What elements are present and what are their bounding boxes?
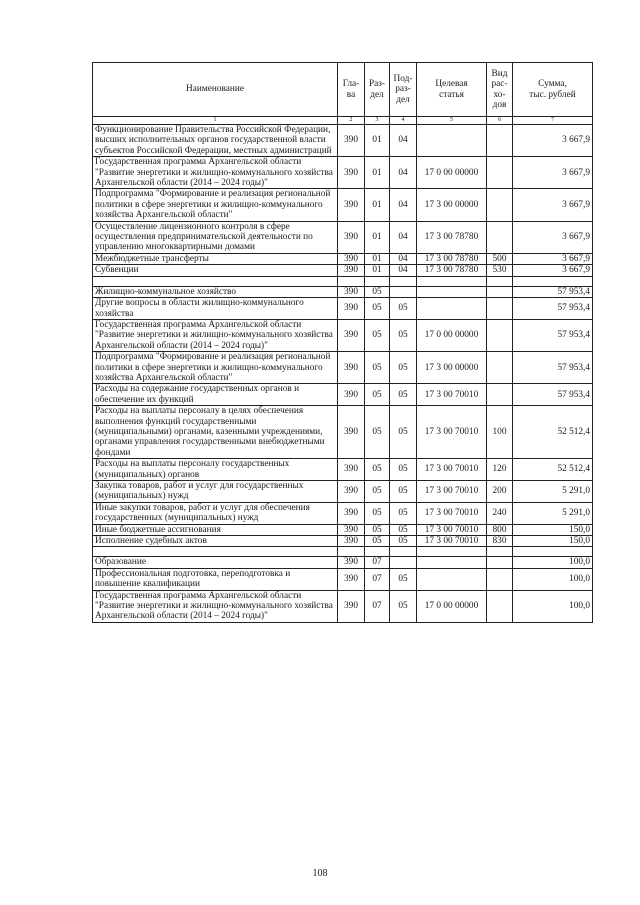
cell-name: Субвенции <box>93 265 338 276</box>
cell-chapter: 390 <box>338 125 365 157</box>
spacer-cell <box>417 276 487 286</box>
cell-subsection: 05 <box>390 298 417 320</box>
cell-target <box>417 568 487 590</box>
cell-chapter: 390 <box>338 590 365 622</box>
cell-sum: 150,0 <box>513 536 593 547</box>
cell-subsection: 04 <box>390 157 417 189</box>
cell-target <box>417 557 487 568</box>
header-type: Вид рас- хо- дов <box>487 63 513 117</box>
cell-name: Закупка товаров, работ и услуг для государственных (муниципальных) нужд <box>93 481 338 503</box>
cell-type: 530 <box>487 265 513 276</box>
cell-subsection: 05 <box>390 459 417 481</box>
cell-subsection: 05 <box>390 406 417 459</box>
cell-section: 05 <box>365 384 390 406</box>
cell-sum: 3 667,9 <box>513 157 593 189</box>
cell-type <box>487 557 513 568</box>
cell-chapter: 390 <box>338 265 365 276</box>
cell-target: 17 3 00 00000 <box>417 352 487 384</box>
cell-chapter: 390 <box>338 557 365 568</box>
cell-chapter: 390 <box>338 481 365 503</box>
cell-sum: 3 667,9 <box>513 253 593 264</box>
spacer-cell <box>513 547 593 557</box>
cell-sum: 57 953,4 <box>513 352 593 384</box>
cell-section: 01 <box>365 265 390 276</box>
cell-name: Межбюджетные трансферты <box>93 253 338 264</box>
header-subsection: Под- раз- дел <box>390 63 417 117</box>
cell-target: 17 0 00 00000 <box>417 319 487 351</box>
table-row <box>93 157 593 189</box>
spacer-cell <box>417 547 487 557</box>
cell-chapter: 390 <box>338 352 365 384</box>
cell-name: Исполнение судебных актов <box>93 536 338 547</box>
cell-section: 01 <box>365 253 390 264</box>
cell-name: Другие вопросы в области жилищно-коммунального хозяйства <box>93 298 338 320</box>
table-row <box>93 265 593 276</box>
column-number: 2 <box>338 117 365 125</box>
table-row <box>93 502 593 524</box>
cell-name: Жилищно-коммунальное хозяйство <box>93 286 338 297</box>
cell-type <box>487 286 513 297</box>
cell-section: 01 <box>365 125 390 157</box>
cell-subsection: 05 <box>390 502 417 524</box>
cell-sum: 57 953,4 <box>513 298 593 320</box>
spacer-cell <box>365 547 390 557</box>
cell-chapter: 390 <box>338 189 365 221</box>
cell-subsection: 05 <box>390 384 417 406</box>
table-row <box>93 286 593 297</box>
cell-section: 05 <box>365 536 390 547</box>
cell-subsection: 04 <box>390 221 417 253</box>
cell-name: Расходы на содержание государственных органов и обеспечение их функций <box>93 384 338 406</box>
spacer-cell <box>487 547 513 557</box>
cell-chapter: 390 <box>338 286 365 297</box>
cell-section: 07 <box>365 557 390 568</box>
page-number: 108 <box>312 868 328 879</box>
cell-type <box>487 319 513 351</box>
cell-subsection: 05 <box>390 536 417 547</box>
spacer-row <box>93 276 593 286</box>
spacer-cell <box>93 547 338 557</box>
column-number: 7 <box>513 117 593 125</box>
cell-target: 17 3 00 70010 <box>417 406 487 459</box>
cell-sum: 100,0 <box>513 557 593 568</box>
spacer-cell <box>365 276 390 286</box>
cell-target: 17 3 00 00000 <box>417 189 487 221</box>
cell-subsection: 05 <box>390 352 417 384</box>
header-target: Целевая статья <box>417 63 487 117</box>
cell-sum: 100,0 <box>513 568 593 590</box>
cell-name: Функционирование Правительства Российской Федерации, высших исполнительных органов государственной власти субъектов Российской Федерации, местных администраций <box>93 125 338 157</box>
cell-section: 05 <box>365 352 390 384</box>
cell-subsection: 05 <box>390 590 417 622</box>
cell-subsection: 05 <box>390 524 417 535</box>
column-number: 6 <box>487 117 513 125</box>
spacer-cell <box>390 276 417 286</box>
column-number: 3 <box>365 117 390 125</box>
cell-name: Подпрограмма "Формирование и реализация региональной политики в сфере энергетики и жилищно-коммунального хозяйства Архангельской области" <box>93 352 338 384</box>
spacer-cell <box>338 276 365 286</box>
cell-sum: 3 667,9 <box>513 265 593 276</box>
cell-target <box>417 286 487 297</box>
table-row <box>93 459 593 481</box>
table-row <box>93 352 593 384</box>
cell-name: Иные закупки товаров, работ и услуг для обеспечения государственных (муниципальных) нужд <box>93 502 338 524</box>
cell-chapter: 390 <box>338 459 365 481</box>
cell-target: 17 0 00 00000 <box>417 590 487 622</box>
cell-subsection: 05 <box>390 481 417 503</box>
cell-type <box>487 590 513 622</box>
cell-chapter: 390 <box>338 221 365 253</box>
cell-chapter: 390 <box>338 253 365 264</box>
column-number: 1 <box>93 117 338 125</box>
cell-chapter: 390 <box>338 298 365 320</box>
header-sum: Сумма, тыс. рублей <box>513 63 593 117</box>
cell-type <box>487 568 513 590</box>
cell-section: 01 <box>365 189 390 221</box>
cell-name: Образование <box>93 557 338 568</box>
cell-sum: 5 291,0 <box>513 481 593 503</box>
cell-chapter: 390 <box>338 384 365 406</box>
cell-type: 500 <box>487 253 513 264</box>
cell-section: 05 <box>365 502 390 524</box>
cell-subsection: 04 <box>390 189 417 221</box>
table-row <box>93 125 593 157</box>
cell-chapter: 390 <box>338 157 365 189</box>
cell-chapter: 390 <box>338 502 365 524</box>
cell-sum: 52 512,4 <box>513 459 593 481</box>
column-number-row <box>93 117 593 125</box>
cell-subsection: 04 <box>390 253 417 264</box>
cell-section: 07 <box>365 568 390 590</box>
cell-target: 17 0 00 00000 <box>417 157 487 189</box>
cell-type <box>487 125 513 157</box>
cell-subsection <box>390 286 417 297</box>
cell-type: 120 <box>487 459 513 481</box>
cell-sum: 100,0 <box>513 590 593 622</box>
cell-name: Подпрограмма "Формирование и реализация региональной политики в сфере энергетики и жилищно-коммунального хозяйства Архангельской области" <box>93 189 338 221</box>
cell-section: 05 <box>365 459 390 481</box>
cell-chapter: 390 <box>338 524 365 535</box>
cell-type: 200 <box>487 481 513 503</box>
cell-target <box>417 125 487 157</box>
cell-type: 800 <box>487 524 513 535</box>
table-body <box>93 125 593 623</box>
table-row <box>93 298 593 320</box>
cell-section: 01 <box>365 157 390 189</box>
cell-target: 17 3 00 78780 <box>417 253 487 264</box>
cell-section: 07 <box>365 590 390 622</box>
cell-name: Государственная программа Архангельской области "Развитие энергетики и жилищно-коммунального хозяйства Архангельской области (2014 – 2024 годы)" <box>93 319 338 351</box>
cell-sum: 3 667,9 <box>513 125 593 157</box>
cell-target: 17 3 00 70010 <box>417 481 487 503</box>
table-row <box>93 253 593 264</box>
cell-subsection: 04 <box>390 125 417 157</box>
cell-name: Иные бюджетные ассигнования <box>93 524 338 535</box>
cell-subsection: 05 <box>390 568 417 590</box>
cell-target: 17 3 00 70010 <box>417 536 487 547</box>
cell-section: 05 <box>365 319 390 351</box>
cell-section: 05 <box>365 406 390 459</box>
cell-chapter: 390 <box>338 568 365 590</box>
header-name: Наименование <box>93 63 338 117</box>
cell-subsection: 04 <box>390 265 417 276</box>
table-row <box>93 384 593 406</box>
cell-section: 05 <box>365 298 390 320</box>
cell-section: 05 <box>365 524 390 535</box>
table-row <box>93 319 593 351</box>
table-header-row <box>93 63 593 117</box>
cell-type <box>487 352 513 384</box>
column-number: 5 <box>417 117 487 125</box>
spacer-row <box>93 547 593 557</box>
table-row <box>93 536 593 547</box>
cell-type: 100 <box>487 406 513 459</box>
table-row <box>93 557 593 568</box>
cell-sum: 3 667,9 <box>513 221 593 253</box>
cell-subsection <box>390 557 417 568</box>
cell-type <box>487 189 513 221</box>
cell-sum: 3 667,9 <box>513 189 593 221</box>
cell-name: Государственная программа Архангельской области "Развитие энергетики и жилищно-коммунального хозяйства Архангельской области (2014 – 2024 годы)" <box>93 590 338 622</box>
cell-name: Профессиональная подготовка, переподготовка и повышение квалификации <box>93 568 338 590</box>
table-row <box>93 481 593 503</box>
spacer-cell <box>487 276 513 286</box>
cell-sum: 52 512,4 <box>513 406 593 459</box>
cell-target: 17 3 00 70010 <box>417 524 487 535</box>
cell-type: 830 <box>487 536 513 547</box>
table-row <box>93 590 593 622</box>
cell-type <box>487 298 513 320</box>
cell-section: 05 <box>365 286 390 297</box>
cell-name: Расходы на выплаты персоналу в целях обеспечения выполнения функций государственными (муниципальными) органами, казенными учреждениями, органами управления государственными внебюджетными фондами <box>93 406 338 459</box>
cell-sum: 57 953,4 <box>513 286 593 297</box>
cell-target <box>417 298 487 320</box>
cell-sum: 150,0 <box>513 524 593 535</box>
table-row <box>93 524 593 535</box>
cell-type <box>487 384 513 406</box>
cell-chapter: 390 <box>338 319 365 351</box>
table-row <box>93 406 593 459</box>
cell-section: 01 <box>365 221 390 253</box>
cell-type <box>487 221 513 253</box>
cell-name: Расходы на выплаты персоналу государственных (муниципальных) органов <box>93 459 338 481</box>
budget-table <box>92 62 593 623</box>
table-row <box>93 568 593 590</box>
spacer-cell <box>513 276 593 286</box>
cell-sum: 57 953,4 <box>513 319 593 351</box>
cell-type <box>487 157 513 189</box>
cell-sum: 5 291,0 <box>513 502 593 524</box>
cell-target: 17 3 00 78780 <box>417 265 487 276</box>
spacer-cell <box>390 547 417 557</box>
cell-target: 17 3 00 70010 <box>417 502 487 524</box>
cell-sum: 57 953,4 <box>513 384 593 406</box>
cell-section: 05 <box>365 481 390 503</box>
cell-type: 240 <box>487 502 513 524</box>
spacer-cell <box>93 276 338 286</box>
table-row <box>93 221 593 253</box>
table-row <box>93 189 593 221</box>
header-chapter: Гла- ва <box>338 63 365 117</box>
cell-name: Осуществление лицензионного контроля в сфере осуществления предпринимательской деятельности по управлению многоквартирными домами <box>93 221 338 253</box>
cell-subsection: 05 <box>390 319 417 351</box>
cell-target: 17 3 00 78780 <box>417 221 487 253</box>
cell-target: 17 3 00 70010 <box>417 384 487 406</box>
cell-name: Государственная программа Архангельской области "Развитие энергетики и жилищно-коммунального хозяйства Архангельской области (2014 – 2024 годы)" <box>93 157 338 189</box>
header-section: Раз- дел <box>365 63 390 117</box>
cell-chapter: 390 <box>338 406 365 459</box>
cell-target: 17 3 00 70010 <box>417 459 487 481</box>
spacer-cell <box>338 547 365 557</box>
column-number: 4 <box>390 117 417 125</box>
cell-chapter: 390 <box>338 536 365 547</box>
